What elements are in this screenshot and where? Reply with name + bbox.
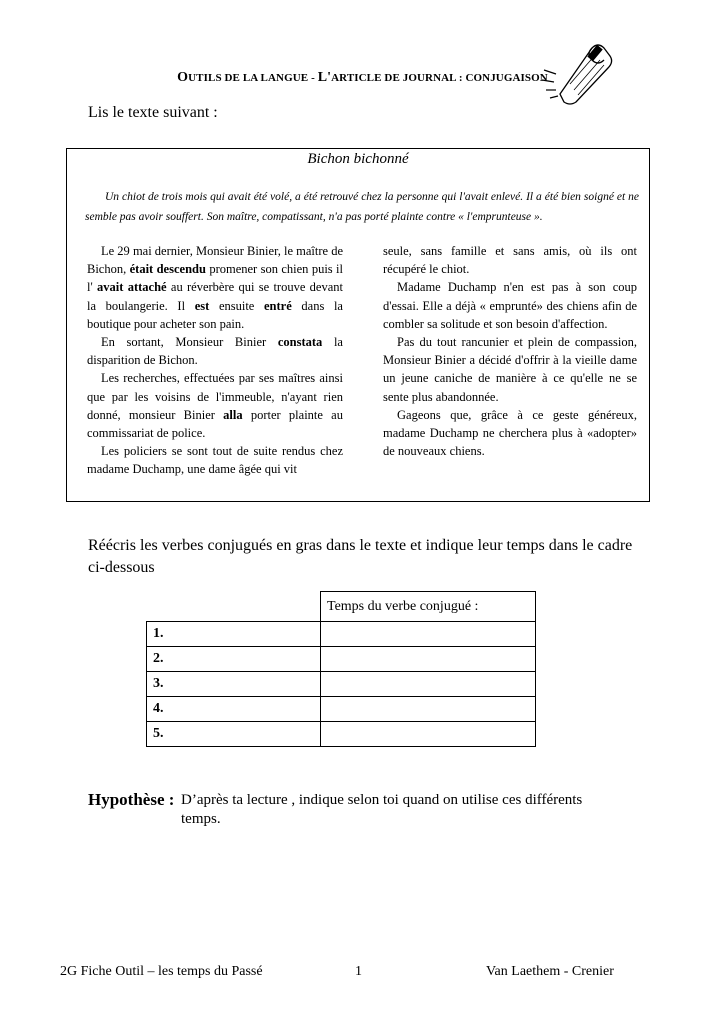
bold-verb: constata bbox=[277, 335, 323, 350]
bold-verb: alla bbox=[223, 407, 243, 422]
paragraph: Pas du tout rancunier et plein de compassion, Monsieur Binier a décidé d'offrir à la vieille dame un jeune caniche de manière à ce qu'elle ne se sente plus abandonnée. bbox=[383, 335, 637, 404]
hypothesis-text: D’après ta lecture , indique selon toi quand on utilise ces différents temps. bbox=[181, 792, 583, 827]
paragraph bbox=[87, 369, 343, 442]
paragraph: Madame Duchamp n'en est pas à son coup d'essai. Elle a déjà « emprunté» des chiens afin de combler sa solitude et son besoin d'affection. bbox=[383, 280, 637, 331]
bold-verb: était descendu bbox=[129, 262, 206, 277]
row-number: 2. bbox=[147, 647, 321, 672]
text-span: En sortant, Monsieur Binier bbox=[101, 335, 278, 350]
answer-cell[interactable] bbox=[321, 647, 536, 672]
hypothesis-label: Hypothèse : bbox=[88, 790, 175, 809]
answer-cell[interactable] bbox=[321, 672, 536, 697]
footer-page-number: 1 bbox=[355, 964, 362, 979]
title-part-article: ARTICLE DE JOURNAL : CONJUGAISON bbox=[331, 72, 548, 84]
article-column-left bbox=[87, 242, 343, 479]
table-row bbox=[147, 697, 536, 722]
paragraph: Les policiers se sont tout de suite rendus chez madame Duchamp, une dame âgée qui vit bbox=[87, 444, 343, 477]
text-span: au réverbère qui se trouve devant la boulangerie. Il bbox=[87, 280, 343, 313]
text-span: dans la boutique pour acheter son pain. bbox=[87, 298, 343, 331]
answer-cell[interactable] bbox=[321, 622, 536, 647]
verb-tense-table bbox=[146, 591, 536, 747]
bold-verb: entré bbox=[264, 298, 292, 313]
paragraph bbox=[87, 242, 343, 333]
article-column-right bbox=[383, 242, 637, 460]
footer-authors: Van Laethem - Crenier bbox=[486, 964, 614, 979]
title-part-outils: UTILS DE LA LANGUE - bbox=[188, 72, 318, 84]
row-number: 3. bbox=[147, 672, 321, 697]
text-span: promener son chien puis il l' bbox=[87, 262, 343, 295]
footer-course: 2G Fiche Outil – les temps du Passé bbox=[60, 964, 263, 979]
text-span: ensuite bbox=[209, 298, 264, 313]
table-empty-cell bbox=[147, 592, 321, 622]
table-row bbox=[147, 622, 536, 647]
row-number: 4. bbox=[147, 697, 321, 722]
row-number: 1. bbox=[147, 622, 321, 647]
paragraph: seule, sans famille et sans amis, où ils ont récupéré le chiot. bbox=[383, 244, 637, 277]
article-box bbox=[66, 148, 650, 502]
bold-verb: avait attaché bbox=[97, 280, 167, 295]
table-row bbox=[147, 672, 536, 697]
row-number: 5. bbox=[147, 722, 321, 747]
newspaper-icon bbox=[540, 40, 615, 108]
table-row bbox=[147, 647, 536, 672]
title-initial-l: L' bbox=[317, 70, 332, 85]
answer-cell[interactable] bbox=[321, 697, 536, 722]
paragraph: Gageons que, grâce à ce geste généreux, madame Duchamp ne cherchera plus à «adopter» de nouveaux chiens. bbox=[383, 407, 637, 459]
paragraph bbox=[87, 333, 343, 369]
text-span: Les recherches, effectuées par ses maîtres ainsi que par les voisins de l'immeuble, n'ayant rien donné, monsieur Binier bbox=[87, 371, 343, 422]
worksheet-title bbox=[0, 70, 725, 86]
article-title: Bichon bichonné bbox=[307, 151, 409, 167]
article-lead: Un chiot de trois mois qui avait été volé, a été retrouvé chez la personne qui l'avait enlevé. Il a été bien soigné et ne semble pas avoir souffert. Son maître, compatissant, n'a pas porté plainte contre « l'emprunteuse ». bbox=[85, 191, 639, 223]
table-header-row bbox=[147, 592, 536, 622]
text-span: Le 29 mai dernier, Monsieur Binier, le maître de Bichon, bbox=[87, 244, 343, 277]
text-span: porter plainte au commissariat de police. bbox=[87, 407, 343, 441]
text-span: la disparition de Bichon. bbox=[87, 335, 343, 368]
table-row bbox=[147, 722, 536, 747]
exercise-instruction: Réécris les verbes conjugués en gras dans le texte et indique leur temps dans le cadre ci-dessous bbox=[88, 537, 633, 576]
bold-verb: est bbox=[194, 298, 210, 313]
answer-cell[interactable] bbox=[321, 722, 536, 747]
intro-text: Lis le texte suivant : bbox=[88, 104, 218, 121]
table-header-cell: Temps du verbe conjugué : bbox=[321, 592, 536, 622]
title-initial-o: O bbox=[177, 70, 189, 85]
